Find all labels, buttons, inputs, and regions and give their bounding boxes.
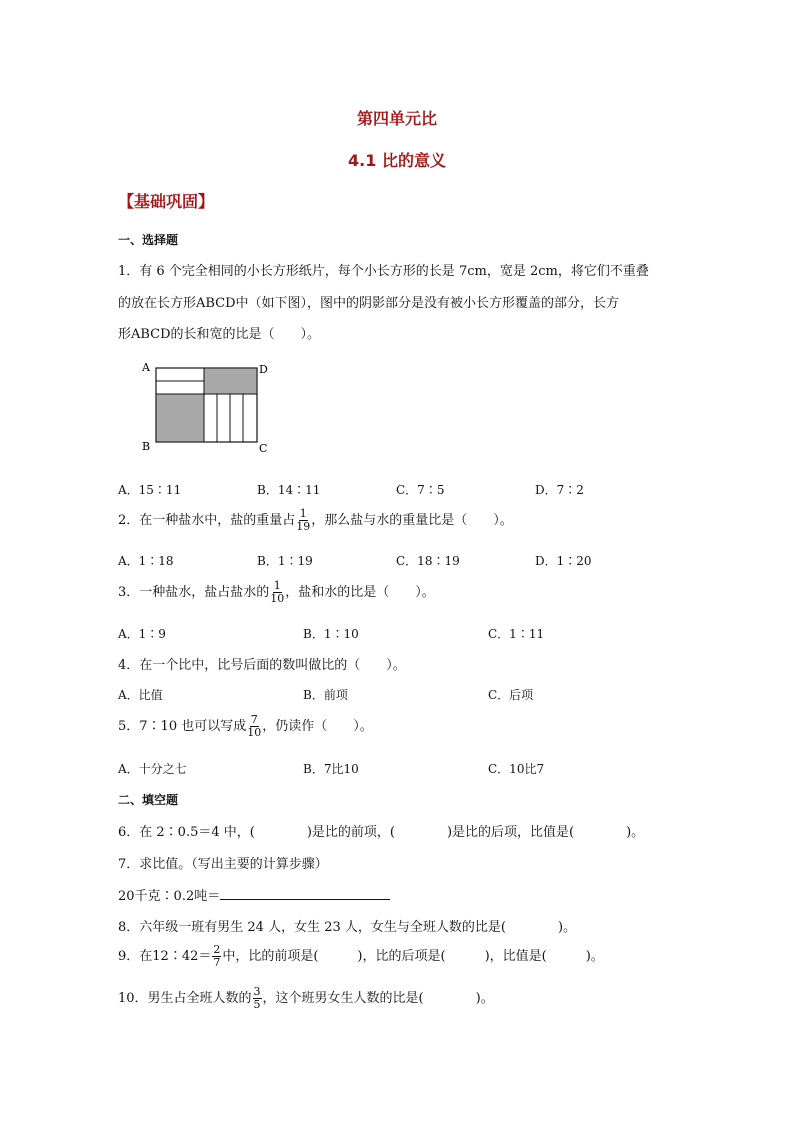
- label-c: C: [259, 442, 268, 455]
- q4-option-a[interactable]: A．比值: [118, 688, 163, 702]
- q5-option-a[interactable]: A．十分之七: [118, 762, 187, 776]
- q1-line1: 1．有 6 个完全相同的小长方形纸片，每个小长方形的长是 7cm，宽是 2cm，将它们不重叠: [118, 264, 649, 279]
- section-tag: 【基础巩固】: [118, 192, 215, 211]
- page-subtitle: 4.1 比的意义: [348, 151, 446, 170]
- q1-option-a[interactable]: A．15∶11: [118, 483, 182, 497]
- q3-option-c[interactable]: C．1∶11: [488, 627, 545, 641]
- q4-option-c[interactable]: C．后项: [488, 688, 534, 702]
- part2-heading: 二、填空题: [118, 793, 179, 807]
- q1-line3: 形ABCD的长和宽的比是（ ）。: [118, 327, 321, 342]
- q8-stem: 8．六年级一班有男生 24 人，女生 23 人，女生与全班人数的比是( )。: [118, 920, 577, 935]
- q2-option-a[interactable]: A．1∶18: [118, 554, 174, 568]
- q9-fraction: $\frac{2}{7}$: [213, 943, 221, 969]
- q2-stem: 2．在一种盐水中，盐的重量占 $\frac{1}{19}$ ，那么盐与水的重量比是（ ）。: [118, 507, 513, 533]
- q1-option-d[interactable]: D．7∶2: [535, 483, 584, 497]
- q3-option-a[interactable]: A．1∶9: [118, 627, 166, 641]
- q3-fraction: $\frac{1}{10}$: [270, 579, 285, 605]
- q5-option-b[interactable]: B．7比10: [303, 762, 359, 776]
- q6-stem: 6．在 2∶0.5＝4 中，( )是比的前项，( )是比的后项，比值是( )。: [118, 825, 645, 840]
- label-a: A: [142, 361, 150, 374]
- q2-option-d[interactable]: D．1∶20: [535, 554, 592, 568]
- q2-option-c[interactable]: C．18∶19: [396, 554, 460, 568]
- q4-stem: 4．在一个比中，比号后面的数叫做比的（ ）。: [118, 658, 406, 673]
- q10-fraction: $\frac{3}{5}$: [253, 985, 261, 1011]
- label-b: B: [142, 440, 151, 453]
- page-title: 第四单元比: [356, 109, 437, 128]
- q1-rectangle-figure: [140, 358, 280, 462]
- q9-stem: 9．在12∶42＝ $\frac{2}{7}$ 中，比的前项是( )，比的后项是( )，比值是( )。: [118, 943, 604, 969]
- q2-fraction: $\frac{1}{19}$: [296, 507, 311, 533]
- q4-option-b[interactable]: B．前项: [303, 688, 348, 702]
- q7-expression: 20千克∶0.2吨＝: [118, 885, 390, 904]
- q7-stem: 7．求比值。（写出主要的计算步骤）: [118, 857, 328, 872]
- q5-option-c[interactable]: C．10比7: [488, 762, 545, 776]
- q7-answer-line[interactable]: [220, 887, 390, 900]
- q5-fraction: $\frac{7}{10}$: [247, 713, 262, 739]
- q3-option-b[interactable]: B．1∶10: [303, 627, 359, 641]
- label-d: D: [259, 363, 268, 376]
- q1-option-b[interactable]: B．14∶11: [257, 483, 321, 497]
- q1-option-c[interactable]: C．7∶5: [396, 483, 445, 497]
- q2-option-b[interactable]: B．1∶19: [257, 554, 313, 568]
- q1-line2: 的放在长方形ABCD中（如下图），图中的阴影部分是没有被小长方形覆盖的部分，长方: [118, 296, 620, 311]
- q3-stem: 3．一种盐水，盐占盐水的 $\frac{1}{10}$ ，盐和水的比是（ ）。: [118, 579, 435, 605]
- part1-heading: 一、选择题: [118, 233, 179, 247]
- q5-stem: 5．7∶10 也可以写成 $\frac{7}{10}$ ，仍读作（ ）。: [118, 713, 373, 739]
- q10-stem: 10．男生占全班人数的 $\frac{3}{5}$ ，这个班男女生人数的比是( )。: [118, 985, 494, 1011]
